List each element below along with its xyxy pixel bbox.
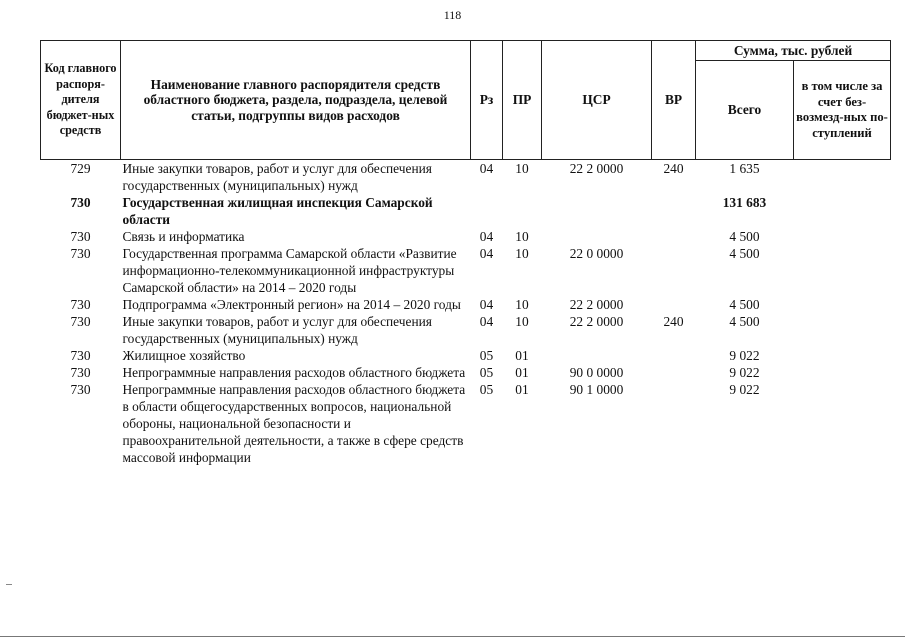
table-body — [41, 160, 891, 467]
row-pr: 10 — [515, 229, 529, 244]
row-grants — [794, 364, 891, 381]
table-row — [41, 245, 891, 296]
row-rz: 05 — [479, 348, 494, 363]
row-csr: 90 0 0000 — [569, 365, 624, 380]
row-csr: 90 1 0000 — [569, 382, 624, 397]
row-name: Государственная программа Самарской области «Развитие информационно-телекоммуникационной инфраструктуры Самарской области» на 2014 – 2020 годы — [122, 246, 457, 295]
header-grants: в том числе за счет без-возмезд-ных по-ступлений — [794, 61, 891, 160]
row-pr: 01 — [515, 382, 529, 397]
row-total: 4 500 — [729, 229, 760, 244]
row-grants — [794, 228, 891, 245]
row-total: 9 022 — [729, 348, 760, 363]
row-vr — [652, 381, 696, 466]
row-total: 4 500 — [729, 246, 760, 261]
row-code: 730 — [70, 229, 91, 244]
row-rz: 05 — [479, 365, 494, 380]
row-vr — [652, 228, 696, 245]
budget-table — [40, 40, 891, 466]
row-code: 730 — [70, 314, 91, 329]
header-name: Наименование главного распорядителя средств областного бюджета, раздела, подраздела, целевой статьи, подгруппы видов расходов — [121, 41, 471, 160]
table-row — [41, 313, 891, 347]
row-name: Государственная жилищная инспекция Самарской области — [122, 195, 433, 227]
row-total: 1 635 — [729, 161, 760, 176]
row-pr: 10 — [515, 161, 529, 176]
row-code: 730 — [70, 348, 91, 363]
row-vr — [652, 364, 696, 381]
row-name: Подпрограмма «Электронный регион» на 2014 – 2020 годы — [122, 297, 461, 312]
row-vr: 240 — [663, 314, 684, 329]
row-grants — [794, 194, 891, 228]
row-grants — [794, 160, 891, 195]
row-total: 4 500 — [729, 297, 760, 312]
page-number: 118 — [443, 8, 462, 22]
row-name: Непрограммные направления расходов областного бюджета в области общегосударственных вопросов, национальной обороны, национальной безопасности и правоохранительной деятельности, а также в сфере средств массовой информации — [122, 382, 466, 465]
row-grants — [794, 381, 891, 466]
row-vr — [652, 194, 696, 228]
table-row — [41, 381, 891, 466]
row-csr: 22 2 0000 — [569, 161, 624, 176]
row-csr: 22 0 0000 — [569, 246, 624, 261]
table-row — [41, 160, 891, 195]
row-csr — [542, 228, 652, 245]
row-pr — [503, 194, 542, 228]
row-rz: 04 — [479, 314, 494, 329]
margin-mark — [6, 584, 12, 585]
table-row — [41, 364, 891, 381]
row-name: Иные закупки товаров, работ и услуг для обеспечения государственных (муниципальных) нужд — [122, 314, 432, 346]
row-grants — [794, 296, 891, 313]
row-csr — [542, 194, 652, 228]
table-row — [41, 296, 891, 313]
row-name: Жилищное хозяйство — [122, 348, 246, 363]
row-rz: 04 — [479, 297, 494, 312]
header-csr: ЦСР — [542, 41, 652, 160]
header-total: Всего — [696, 61, 794, 160]
row-code: 730 — [70, 195, 91, 210]
row-total: 131 683 — [722, 195, 767, 210]
table-row — [41, 347, 891, 364]
row-code: 730 — [70, 297, 91, 312]
header-sum: Сумма, тыс. рублей — [696, 41, 891, 61]
row-pr: 10 — [515, 246, 529, 261]
page-bottom-rule — [0, 636, 905, 637]
table-row — [41, 228, 891, 245]
row-name: Связь и информатика — [122, 229, 245, 244]
header-pr: ПР — [503, 41, 542, 160]
row-grants — [794, 245, 891, 296]
header-code: Код главного распоря-дителя бюджет-ных средств — [41, 41, 121, 160]
row-grants — [794, 347, 891, 364]
row-pr: 01 — [515, 348, 529, 363]
row-rz: 04 — [479, 229, 494, 244]
row-pr: 01 — [515, 365, 529, 380]
row-csr: 22 2 0000 — [569, 314, 624, 329]
row-name: Непрограммные направления расходов областного бюджета — [122, 365, 466, 380]
row-vr — [652, 347, 696, 364]
row-vr — [652, 296, 696, 313]
row-grants — [794, 313, 891, 347]
row-code: 730 — [70, 365, 91, 380]
table-header — [41, 41, 891, 160]
row-csr — [542, 347, 652, 364]
row-total: 9 022 — [729, 382, 760, 397]
row-vr: 240 — [663, 161, 684, 176]
table-row — [41, 194, 891, 228]
row-code: 730 — [70, 246, 91, 261]
row-code: 730 — [70, 382, 91, 397]
row-pr: 10 — [515, 314, 529, 329]
row-rz: 05 — [479, 382, 494, 397]
row-rz: 04 — [479, 161, 494, 176]
row-rz — [471, 194, 503, 228]
row-code: 729 — [70, 161, 91, 176]
row-total: 9 022 — [729, 365, 760, 380]
row-csr: 22 2 0000 — [569, 297, 624, 312]
header-rz: Рз — [471, 41, 503, 160]
row-rz: 04 — [479, 246, 494, 261]
header-vr: ВР — [652, 41, 696, 160]
row-total: 4 500 — [729, 314, 760, 329]
row-vr — [652, 245, 696, 296]
row-pr: 10 — [515, 297, 529, 312]
row-name: Иные закупки товаров, работ и услуг для обеспечения государственных (муниципальных) нужд — [122, 161, 432, 193]
